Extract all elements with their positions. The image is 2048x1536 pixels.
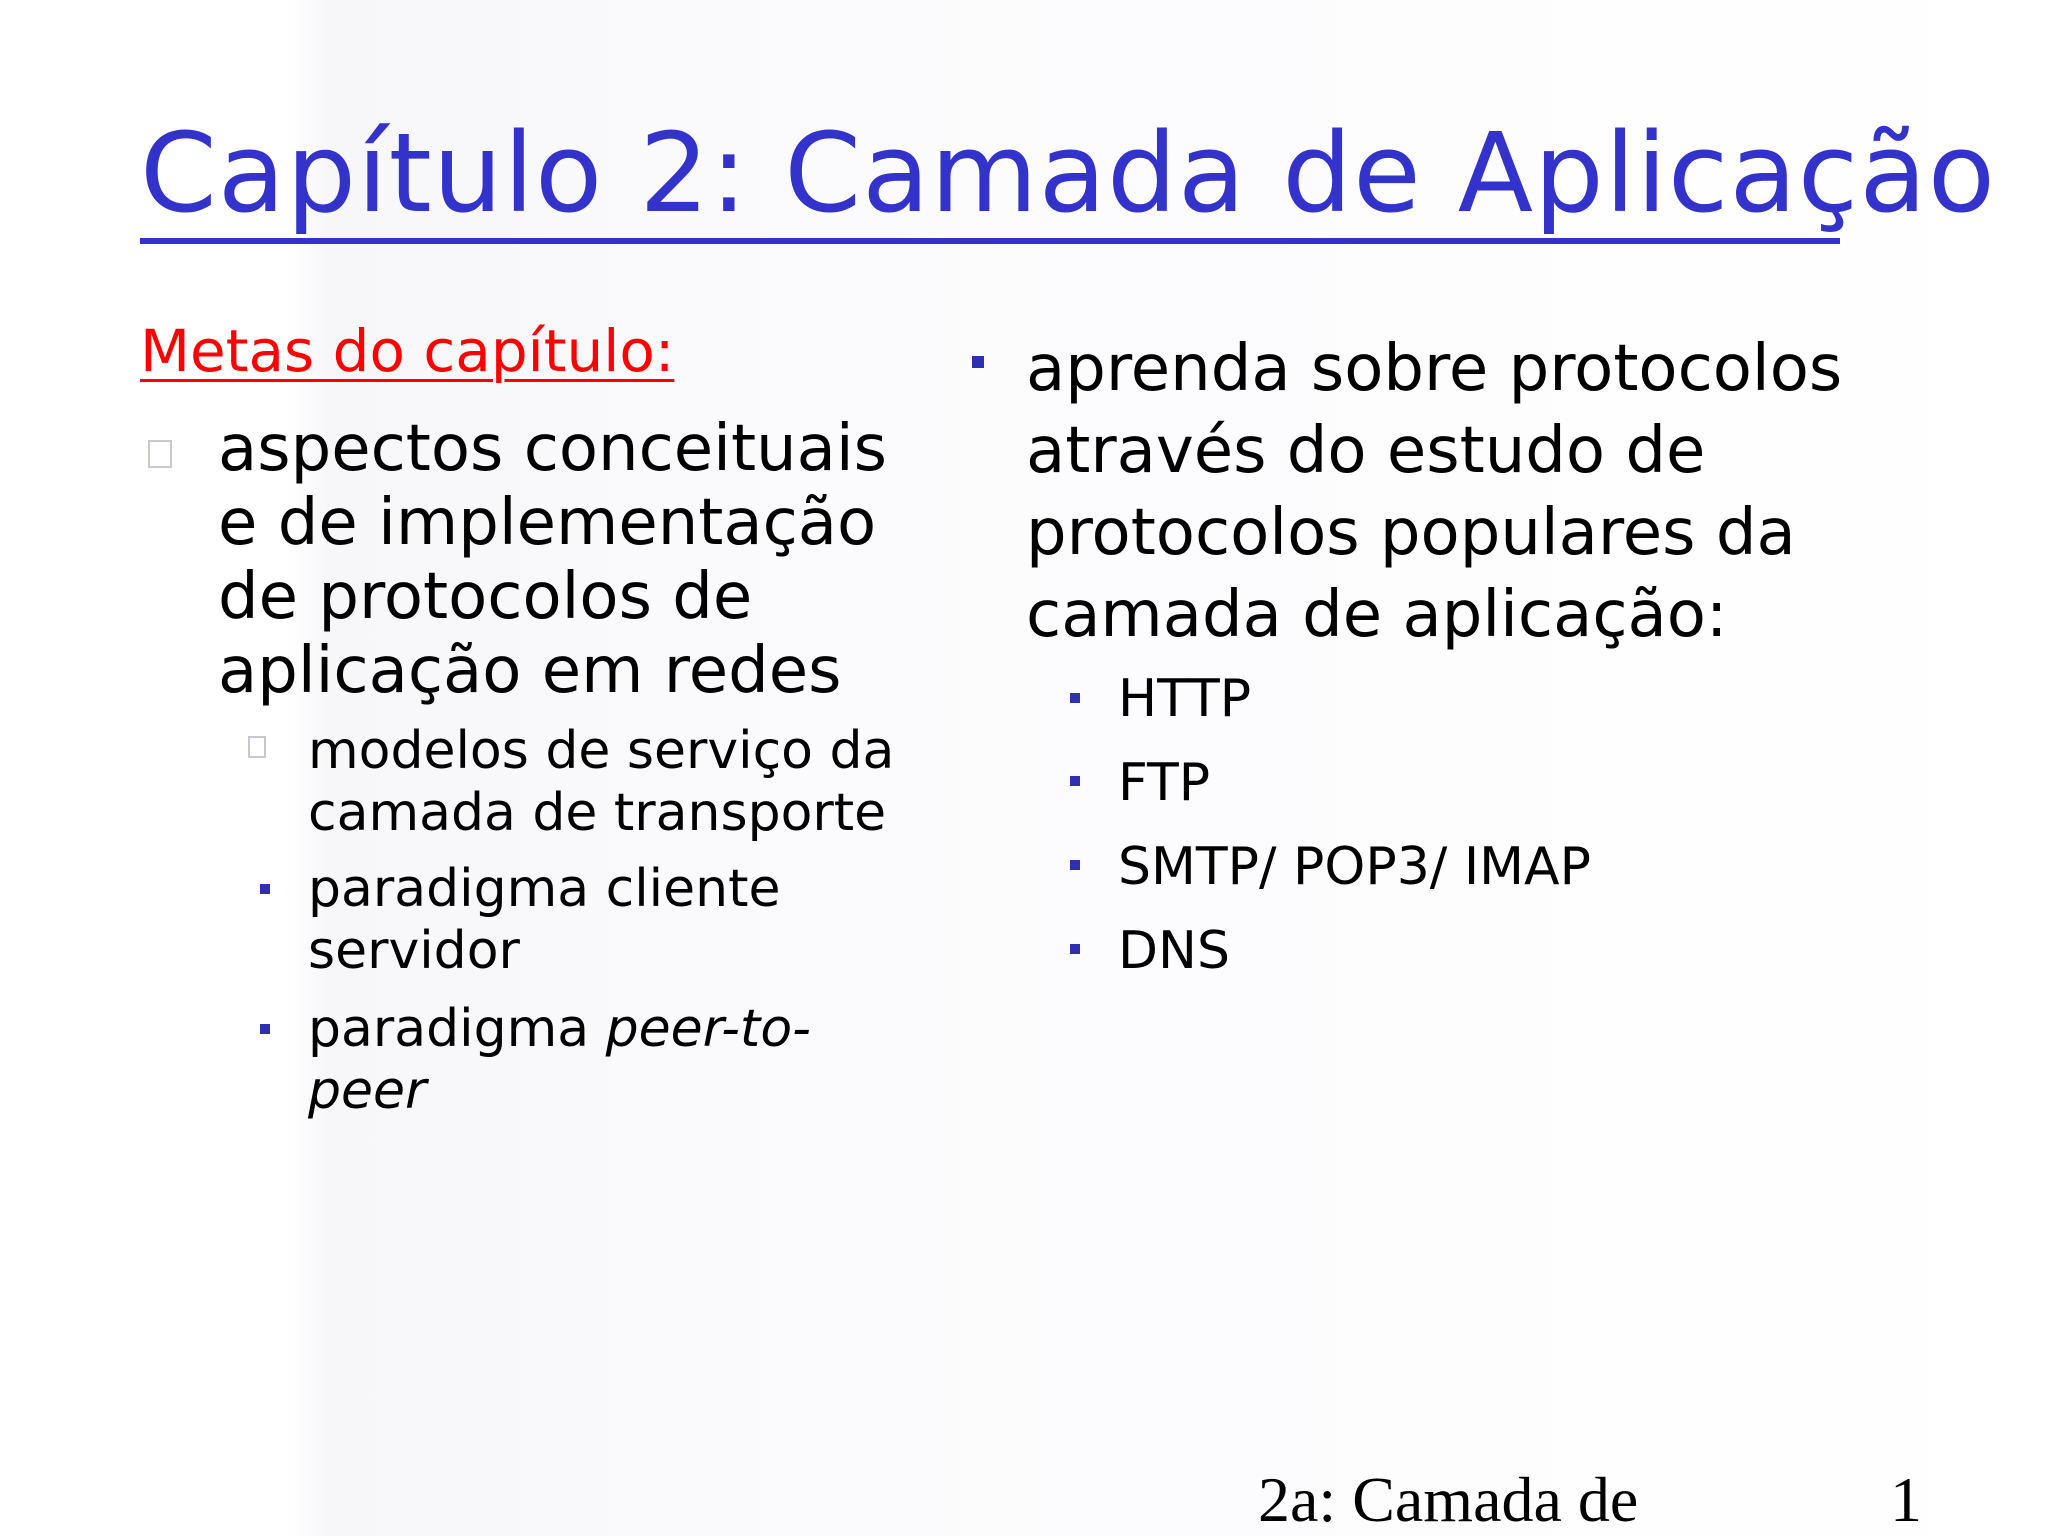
square-bullet-icon xyxy=(1070,860,1080,870)
right-sub-smtp-label: SMTP/ POP3/ IMAP xyxy=(1118,837,1591,897)
square-bullet-icon xyxy=(260,1024,270,1034)
left-sub-2-line-1: paradigma cliente xyxy=(308,859,781,919)
left-sub-bullet-3 xyxy=(260,1024,270,1034)
square-bullet-icon xyxy=(1070,776,1080,786)
right-sub-http-label: HTTP xyxy=(1118,669,1252,729)
square-bullet-icon xyxy=(260,884,270,894)
left-sub-1-line-2: camada de transporte xyxy=(308,783,887,843)
right-main-bullet-text xyxy=(1026,328,1842,656)
left-main-line-1: aspectos conceituais xyxy=(218,412,887,486)
left-sub-3-normal: paradigma xyxy=(308,999,606,1059)
goals-heading: Metas do capítulo: xyxy=(140,317,675,385)
right-sub-ftp-label: FTP xyxy=(1118,753,1211,813)
left-sub-bullet-1 xyxy=(248,736,266,758)
left-main-line-2: e de implementação xyxy=(218,486,877,560)
left-main-line-4: aplicação em redes xyxy=(218,634,842,708)
right-sub-bullet-smtp xyxy=(1070,860,1080,870)
left-sub-3-line-1 xyxy=(308,998,811,1060)
title-underline xyxy=(140,238,1840,244)
left-sub-bullet-2 xyxy=(260,884,270,894)
square-bullet-icon xyxy=(1070,693,1080,703)
square-bullet-icon xyxy=(1070,944,1080,954)
left-sub-3-italic-2: peer xyxy=(308,1061,427,1121)
left-main-bullet-text xyxy=(218,412,887,708)
right-sub-bullet-ftp xyxy=(1070,776,1080,786)
left-sub-bullet-1-text xyxy=(308,720,894,844)
left-sub-bullet-3-text xyxy=(308,998,811,1122)
right-main-bullet xyxy=(972,356,984,368)
right-main-line-2: através do estudo de xyxy=(1026,414,1706,488)
slide-title: Capítulo 2: Camada de Aplicação xyxy=(140,109,1996,237)
left-sub-1-line-1: modelos de serviço da xyxy=(308,721,895,781)
right-main-line-4: camada de aplicação: xyxy=(1026,578,1728,652)
left-sub-3-italic-1: peer-to- xyxy=(605,999,811,1059)
right-sub-bullet-http xyxy=(1070,693,1080,703)
right-sub-bullet-dns xyxy=(1070,944,1080,954)
footer-text: 2a: Camada de xyxy=(1258,1464,1639,1535)
right-main-line-3: protocolos populares da xyxy=(1026,496,1796,570)
square-bullet-icon xyxy=(972,356,984,368)
right-sub-dns-label: DNS xyxy=(1118,921,1230,981)
left-main-line-3: de protocolos de xyxy=(218,560,753,634)
page-number: 1 xyxy=(1890,1464,1922,1535)
left-sub-bullet-2-text xyxy=(308,858,780,982)
square-outline-bullet-icon xyxy=(148,440,172,468)
right-main-line-1: aprenda sobre protocolos xyxy=(1026,332,1843,406)
left-main-bullet xyxy=(148,430,172,468)
left-sub-2-line-2: servidor xyxy=(308,921,520,981)
square-outline-bullet-icon xyxy=(248,736,266,758)
